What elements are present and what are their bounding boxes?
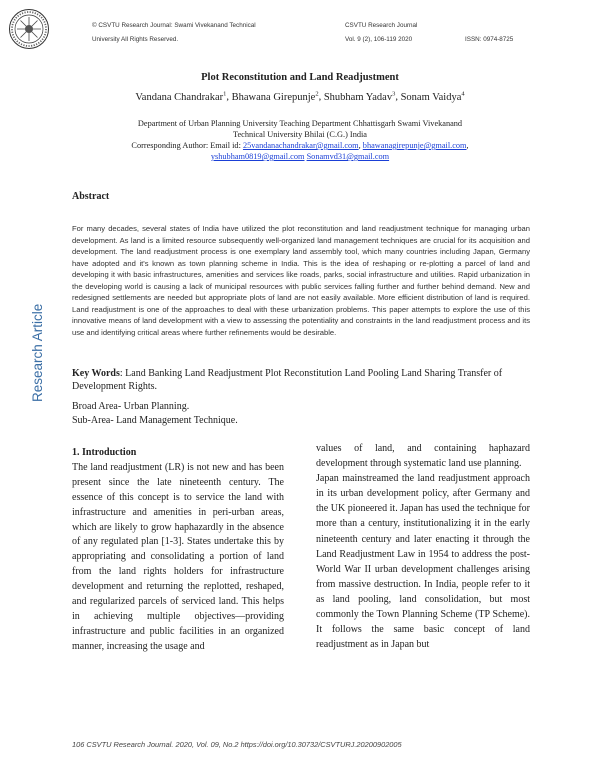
intro-column-2 (316, 441, 530, 652)
side-label-text: Research Article (30, 303, 45, 402)
author-1: Vandana Chandrakar$^1$ (135, 90, 227, 103)
keywords-text: : Land Banking Land Readjustment Plot Reconstitution Land Pooling Land Sharing Transfer of Development Rights. (72, 368, 503, 392)
author-2: Bhawana Girepunje$^2$ (231, 90, 319, 103)
header-issn: ISSN: 0974-8725 (465, 36, 514, 43)
sub-area: Sub-Area- Land Management Technique. (72, 415, 238, 426)
header-journal: CSVTU Research Journal (345, 22, 418, 29)
keywords-label: Key Words (72, 368, 120, 379)
abstract-text: For many decades, several states of India have utilized the plot reconstitution and land readjustment technique for managing urban development. As land is a limited resource subsequently well-organized land management techniques are crucial for its acquisition and development. The land readjustment process is one exemplary land assembly tool, which many countries including Japan, Germany have adopted and it's known as town planning scheme in India. This is the idea of reshaping or re-plotting a parcel of land and developing it with basic infrastructures, amenities and services like roads, parks, social infrastructure and utilities. Rapid urbanization in the developing world is causing a lack of municipal resources with public services falling further and further behind demand. New and redesigned settlements are needed but appropriate plots of land are not easily available. More efficient distribution of land is required. Land readjustment is one of the approaches to deal with these urbanization problems. This paper attempts to explore the use of this innovative means of land development with a view to assessing the potentiality and constraints in the land readjustment process and its use and identifying critical areas where further refinements would be desirable. (72, 224, 530, 337)
email-link-1[interactable]: 25vandanachandrakar@gmail.com (242, 141, 359, 150)
affiliation-line1: Department of Urban Planning University Teaching Department Chhattisgarh Swami Vivekanand (137, 119, 463, 128)
email-link-4[interactable]: Sonamvd31@gmail.com (306, 152, 390, 161)
keywords (72, 368, 530, 393)
abstract-heading: Abstract (72, 191, 110, 202)
author-list: Vandana Chandrakar$^1$, Bhawana Girepunje$^2$, Shubham Yadav$^3$, Sonam Vaidya$^4$ (135, 90, 465, 103)
broad-area: Broad Area- Urban Planning. (72, 401, 190, 412)
author-3: Shubham Yadav$^3$ (323, 90, 396, 103)
author-4: Sonam Vaidya$^4$ (400, 90, 465, 103)
affiliation-line2: Technical University Bhilai (C.G.) India (233, 130, 367, 139)
intro-column-1 (72, 446, 284, 655)
intro-col2-para1: values of land, and containing haphazard development through systematic land use planning. (316, 443, 530, 470)
page-footer: 106 CSVTU Research Journal. 2020, Vol. 09, No.2 https://doi.org/10.30732/CSVTURJ.20200902005 (72, 740, 402, 749)
header-copyright: © CSVTU Research Journal: Swami Vivekanand Technical (92, 22, 256, 29)
corresponding-author: Corresponding Author: Email id: 25vandanachandrakar@gmail.com, bhawanagirepunje@gmail.com, (131, 141, 469, 150)
email-link-2[interactable]: bhawanagirepunje@gmail.com (362, 141, 467, 150)
corresponding-author-cont (60, 152, 540, 163)
header-volume: Vol. 9 (2), 106-119 2020 (345, 36, 413, 43)
header-rights: University All Rights Reserved. (92, 36, 179, 43)
university-seal-logo (8, 8, 50, 50)
email-link-3[interactable]: yshubham0819@gmail.com (210, 152, 305, 161)
intro-col1-text: The land readjustment (LR) is not new and has been present since the late nineteenth century. The essence of this concept is to service the land with infrastructure and amenities in peri-urban areas, which are likely to grow haphazardly in the absence of any regulated plan [1-3]. States undertake this by appropriating and consolidating a portion of land from the land rights holders for infrastructure development and returning the replotted, reshaped, and regularized parcels of serviced land. This helps in achieving multiple objectives—providing infrastructure and public facilities in an organized manner, increasing the usage and (72, 461, 284, 652)
intro-col2-para2: Japan mainstreamed the land readjustment approach in its urban development policy, after Germany and the UK pioneered it. Japan has used the technique for more than a century, institutionalizing it in the early nineteenth century and later enacting it through the Land Readjustment Law in 1954 to address the post-World War II urban development challenges arising from massive destruction. In India, people refer to it as land pooling, land consolidation, but most commonly the Town Planning Scheme (TP Scheme). It follows the same basic concept of land readjustment as in Japan but (316, 473, 530, 651)
research-article-side-label (22, 294, 52, 406)
contact-label: Corresponding Author: Email id: (131, 141, 243, 150)
intro-heading: 1. Introduction (72, 447, 137, 458)
paper-title: Plot Reconstitution and Land Readjustment (201, 72, 399, 83)
